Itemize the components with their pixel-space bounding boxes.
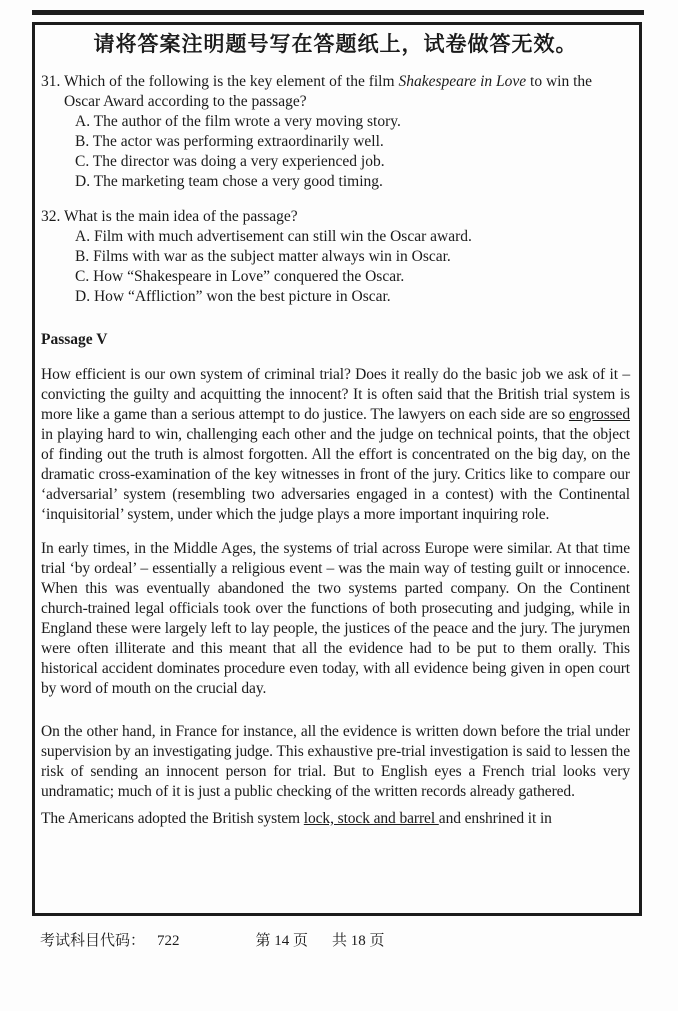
exam-code-value: 722 <box>157 933 180 949</box>
paragraph-4-text-pre: The Americans adopted the British system <box>41 810 304 827</box>
passage-paragraph-2: In early times, in the Middle Ages, the systems of trial across Europe were similar. At that time trial ‘by ordeal’ – essentially a religious event – was the main way of testing guilt or innocence. When this was eventually abandoned the two systems parted company. On the Continent church-trained legal officials took over the functions of both prosecuting and judging, while in England these were largely left to lay people, the justices of the peace and the jury. The jurymen were often illiterate and this meant that all the evidence had to be put to them orally. This historical accident dominates procedure even today, with all evidence being given in open court by word of mouth on the crucial day. <box>41 540 630 697</box>
question-32-option-d: D. How “Affliction” won the best picture in Oscar. <box>75 288 391 305</box>
question-31-option-b: B. The actor was performing extraordinarily well. <box>75 133 384 150</box>
question-31-stem <box>41 72 630 112</box>
page-number-current: 第 14 页 <box>255 933 309 949</box>
film-title-italic: Shakespeare in Love <box>398 73 527 90</box>
question-31-option-c: C. The director was doing a very experienced job. <box>75 153 385 170</box>
question-31-option-d: D. The marketing team chose a very good timing. <box>75 173 383 190</box>
answer-notice: 请将答案注明题号写在答题纸上，试卷做答无效。 <box>93 32 578 56</box>
question-32-number: 32. <box>41 208 61 225</box>
top-rule <box>32 10 644 15</box>
passage-paragraph-3: On the other hand, in France for instance, all the evidence is written down before the trial under supervision by an investigating judge. This exhaustive pre-trial investigation is said to lessen the risk of sending an innocent person for trial. But to English eyes a French trial looks very undramatic; much of it is just a public checking of the written records already gathered. <box>41 723 630 800</box>
page-number-total: 共 18 页 <box>332 933 385 949</box>
question-32-text: What is the main idea of the passage? <box>60 208 298 225</box>
paragraph-4-text-post: and enshrined it in <box>438 810 552 827</box>
question-31 <box>41 72 630 192</box>
question-31-text-pre: Which of the following is the key element of the film <box>60 73 399 90</box>
question-32-stem <box>41 207 630 227</box>
question-31-text-post: to win the Oscar Award according to the passage? <box>64 73 593 110</box>
question-32-option-c: C. How “Shakespeare in Love” conquered the Oscar. <box>75 268 405 285</box>
question-32-option-a: A. Film with much advertisement can still win the Oscar award. <box>75 228 472 245</box>
page-footer <box>40 931 640 951</box>
passage-paragraph-1 <box>41 365 630 525</box>
underlined-word-engrossed: engrossed <box>568 406 630 423</box>
underlined-phrase-lock-stock-barrel: lock, stock and barrel <box>303 810 439 827</box>
content-box <box>32 22 642 916</box>
exam-code-label: 考试科目代码： <box>40 933 146 949</box>
passage-paragraph-4 <box>41 809 630 829</box>
question-32 <box>41 207 630 307</box>
question-31-number: 31. <box>41 73 61 90</box>
question-32-option-b: B. Films with war as the subject matter always win in Oscar. <box>75 248 451 265</box>
passage-title: Passage V <box>41 331 108 348</box>
question-31-option-a: A. The author of the film wrote a very moving story. <box>75 113 401 130</box>
paragraph-1-text-post: in playing hard to win, challenging each other and the judge on technical points, that the object of finding out the truth is almost forgotten. All the effort is concentrated on the big day, on the dramatic cross-examination of the key witnesses in front of the jury. Critics like to compare our ‘adversarial’ system (resembling two adversaries engaged in a contest) with the Continental ‘inquisitorial’ system, under which the judge plays a more important inquiring role. <box>41 426 630 523</box>
paragraph-1-text-pre: How efficient is our own system of criminal trial? Does it really do the basic job we ask of it – convicting the guilty and acquitting the innocent? It is often said that the British trial system is more like a game than a serious attempt to do justice. The lawyers on each side are so <box>41 366 630 423</box>
